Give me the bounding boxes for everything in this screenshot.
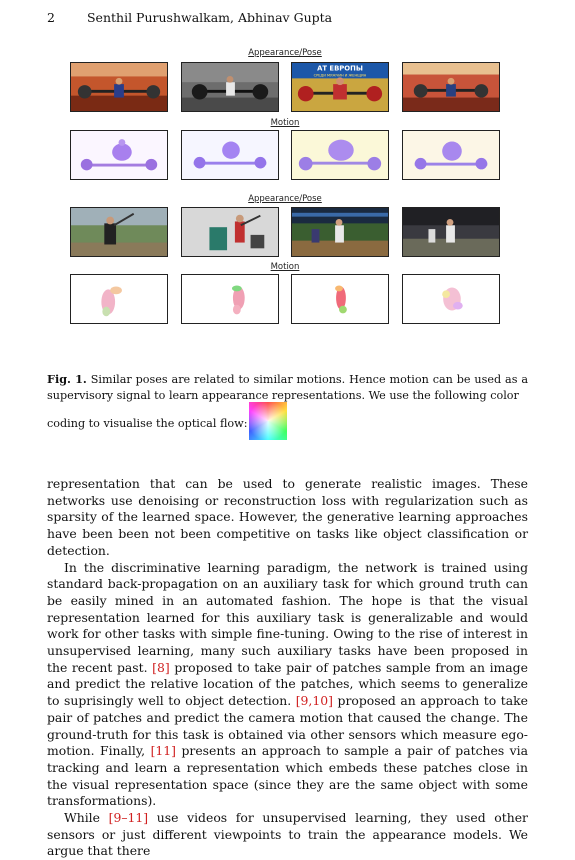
paragraph-1: representation that can be used to generate realistic images. These networks use denoising or reconstruction loss with regularization such as sparsity of the learned space. However, the generative learning approaches have been been not been competitive on tasks like object classification or detection. — [47, 476, 528, 558]
flow-weightlifting-4 — [402, 130, 500, 180]
running-header — [47, 10, 332, 25]
frame-weightlifting-3 — [291, 62, 389, 112]
paragraph-2-part-c: proposed an approach to take pair of patches and predict the camera motion that caused the change. The ground-truth for this task is obtained via other sensors which measure ego-motion. Finally, — [47, 693, 528, 759]
frame-batting-4 — [402, 207, 500, 257]
page-number: 2 — [47, 10, 55, 25]
flow-weightlifting-2 — [181, 130, 279, 180]
citation-9-10[interactable]: [9,10] — [295, 693, 333, 709]
body-text — [47, 476, 528, 860]
flow-batting-1 — [70, 274, 168, 324]
caption-label: Fig. 1. — [47, 372, 87, 386]
paragraph-2 — [47, 560, 528, 811]
flow-batting-3 — [291, 274, 389, 324]
figure-label-motion-1: Motion — [270, 118, 300, 128]
paragraph-3-part-a: While — [64, 810, 100, 826]
figure-row-batting-frames — [70, 207, 500, 257]
figure-label-appearance-1: Appearance/Pose — [248, 48, 322, 58]
paragraph-2-part-d: presents an approach to sample a pair of patches via tracking and learn a representation which embeds these patches close in the visual representation space (since they are the same object with some transformations). — [47, 743, 528, 809]
citation-8[interactable]: [8] — [152, 659, 170, 675]
caption-color-coding-line: coding to visualise the optical flow: — [47, 417, 248, 430]
banner-text-2: СРЕДИ МУЖЧИН И ЖЕНЩИН — [313, 73, 367, 78]
frame-weightlifting-2 — [181, 62, 279, 112]
figure-row-batting-flow — [70, 274, 500, 324]
paragraph-2-part-a: In the discriminative learning paradigm, the network is trained using standard back-propagation on an auxiliary task for which ground truth can be easily mined in an automated fashion. The hope is that the visual representation learned for this auxiliary task is generalizable and would work for other tasks with simple fine-tuning. Owing to the rise of interest in unsupervised learning, many such auxiliary tasks have been proposed in the recent past. — [47, 559, 528, 675]
citation-9-11[interactable]: [9–11] — [108, 810, 149, 826]
optical-flow-color-wheel — [249, 402, 287, 440]
frame-weightlifting-4 — [402, 62, 500, 112]
figure-caption — [47, 372, 528, 403]
paragraph-2-part-b: proposed to take pair of patches sample from an image and predict the relative location of the patches, which seems to generalize to suprisingly well to object detection. — [47, 659, 528, 709]
frame-batting-1 — [70, 207, 168, 257]
figure-row-weightlifting-frames — [70, 62, 500, 112]
citation-11[interactable]: [11] — [150, 743, 177, 759]
author-names: Senthil Purushwalkam, Abhinav Gupta — [86, 10, 333, 25]
flow-weightlifting-1 — [70, 130, 168, 180]
figure-label-appearance-2: Appearance/Pose — [248, 194, 322, 204]
banner-text-1: АТ ЕВРОПЫ — [317, 64, 364, 73]
figure-row-weightlifting-flow — [70, 130, 500, 180]
flow-batting-2 — [181, 274, 279, 324]
caption-text: Similar poses are related to similar motions. Hence motion can be used as a supervisory signal to learn appearance representations. We use the following color — [47, 373, 529, 402]
paragraph-3 — [47, 810, 528, 860]
flow-weightlifting-3 — [291, 130, 389, 180]
frame-batting-2 — [181, 207, 279, 257]
frame-batting-3 — [291, 207, 389, 257]
flow-batting-4 — [402, 274, 500, 324]
figure-label-motion-2: Motion — [270, 262, 300, 272]
frame-weightlifting-1 — [70, 62, 168, 112]
paragraph-3-part-b: use videos for unsupervised learning, they used other sensors or just different viewpoints to train the appearance models. We argue that there — [47, 810, 528, 859]
